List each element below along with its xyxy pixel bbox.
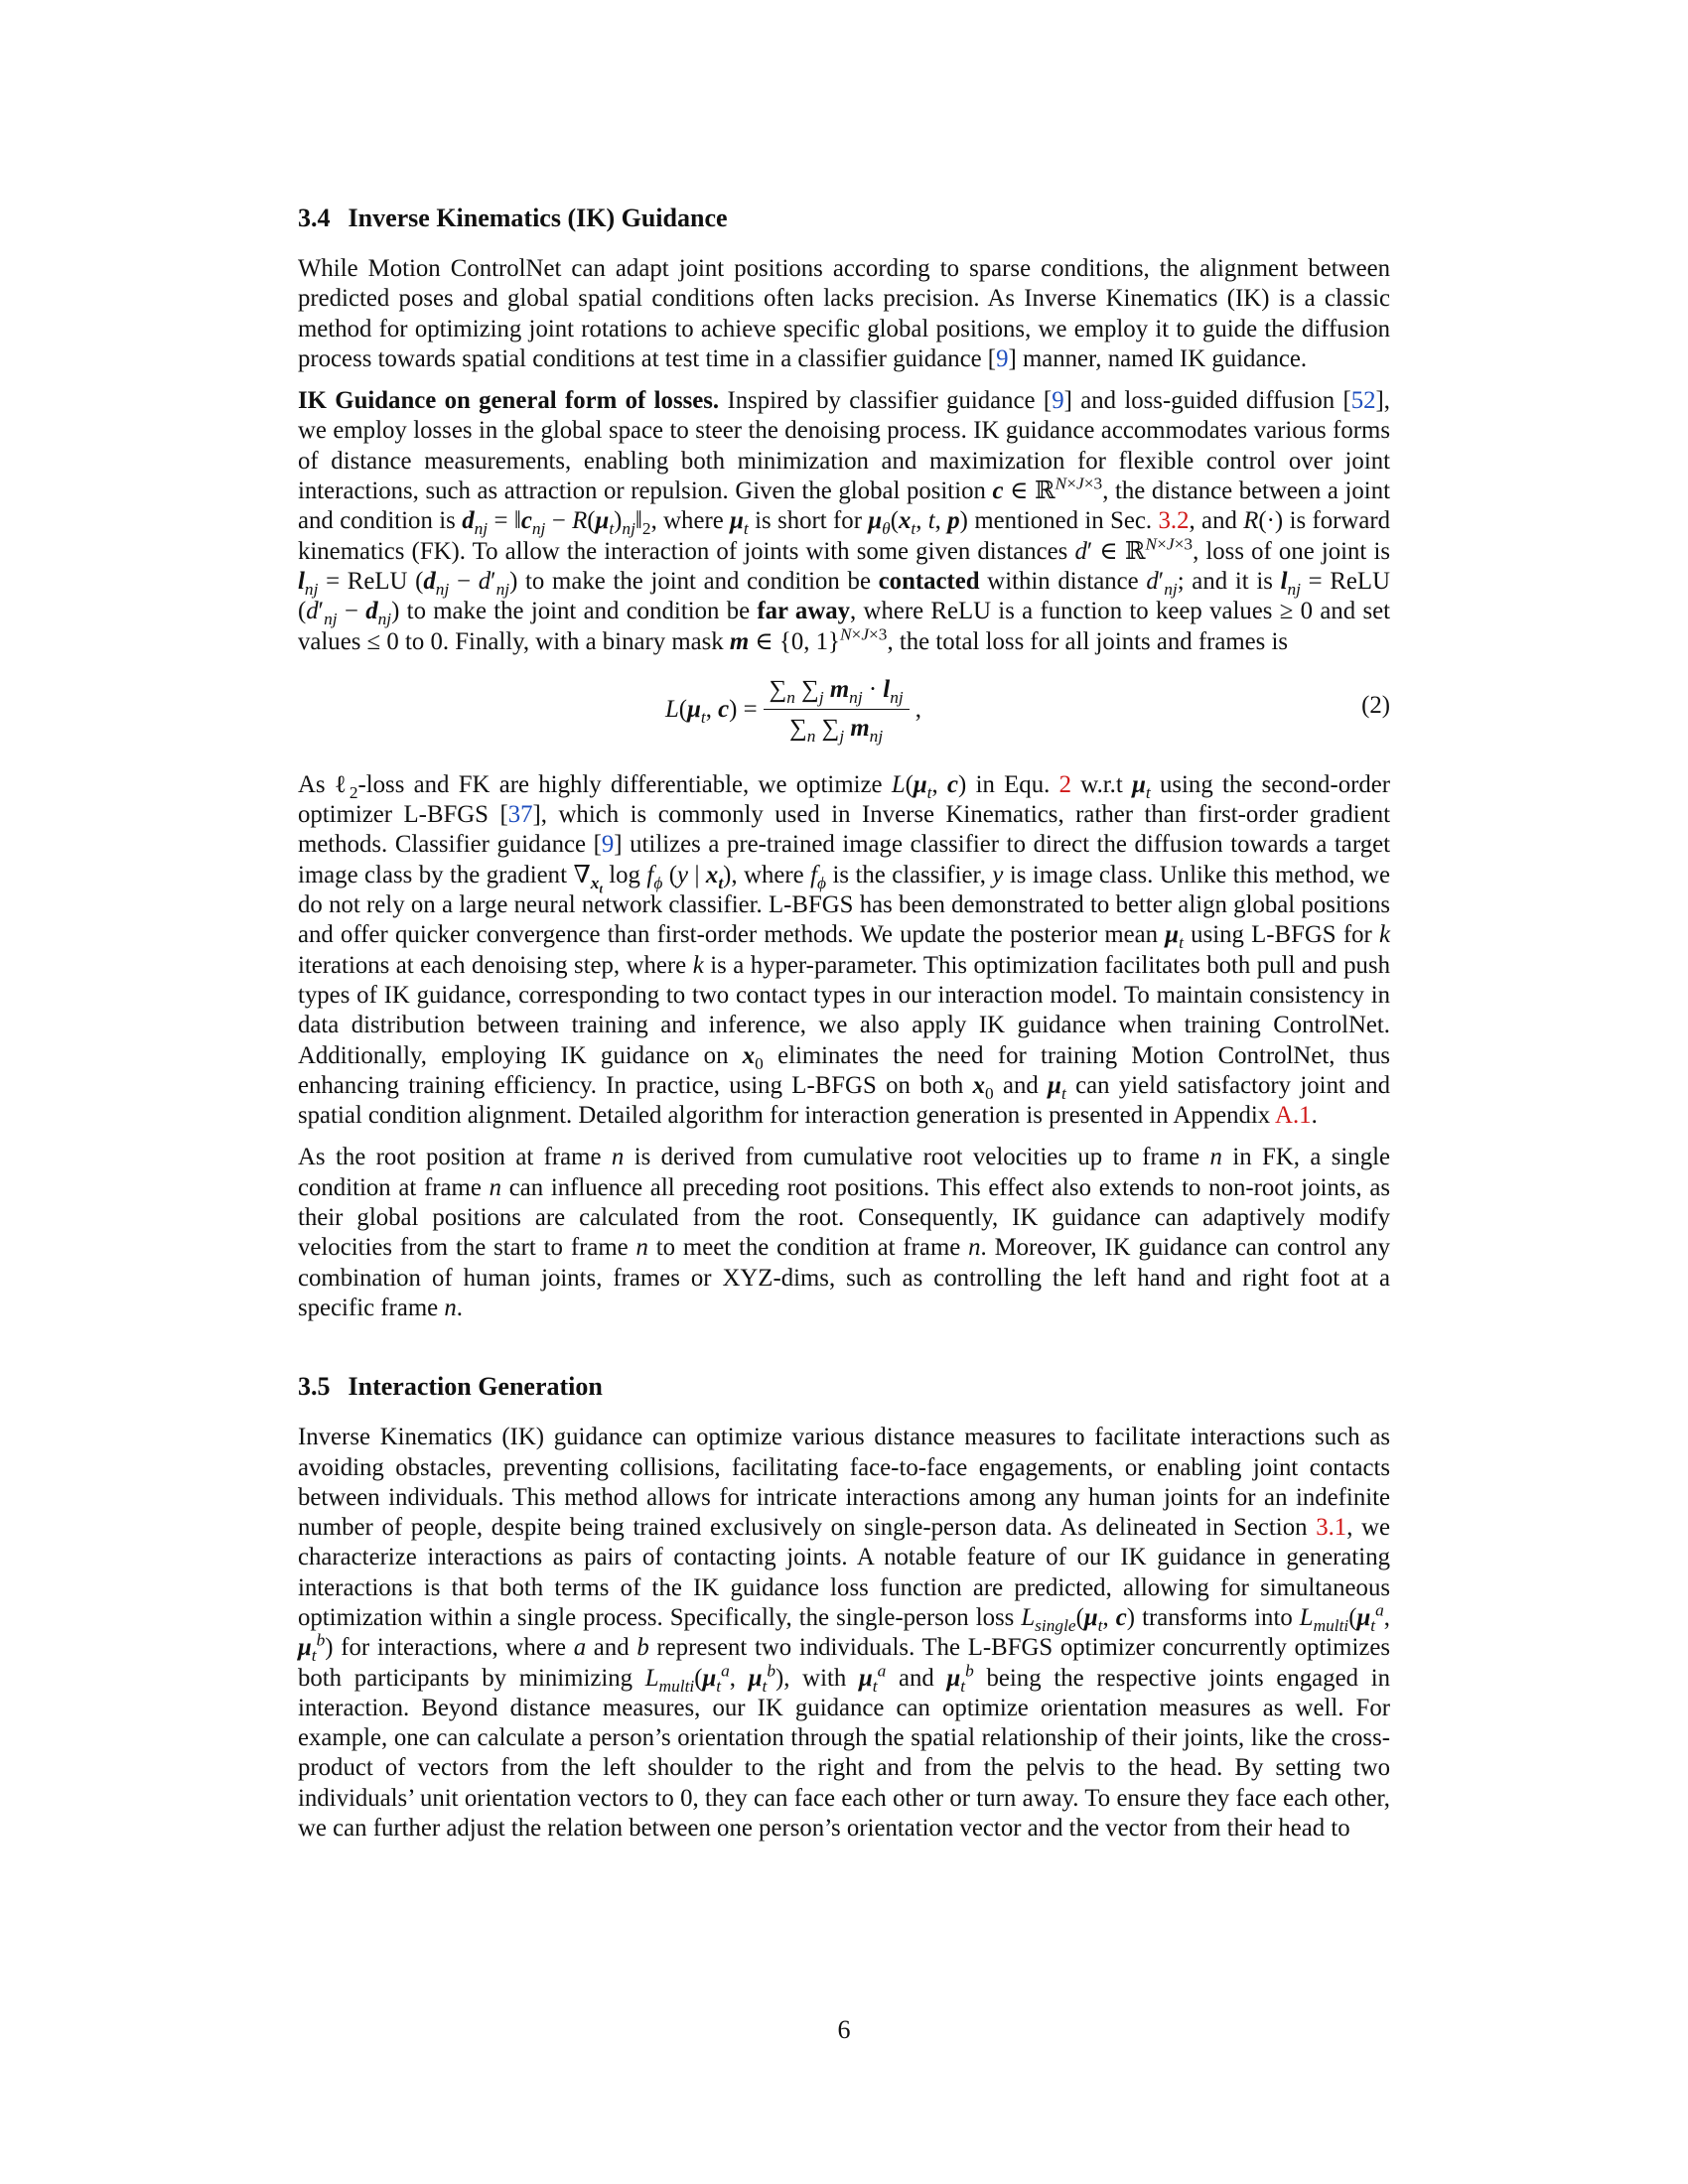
math-inline: n	[611, 1144, 625, 1171]
math-inline: $x_0$	[742, 1041, 764, 1073]
text-run: Inverse Kinematics (IK) guidance can optimize various distance measures to facilitate interactions such as avoiding obstacles, preventing collisions, facilitating face-to-face engagements, or enabling joint contacts between individuals. This method allows for intricate interactions among any human joints for an indefinite number of people, despite being trained exclusively on single-person data. As delineated in Section	[298, 1424, 1390, 1542]
math-inline: $\mu_\theta(x_t$, t, p)	[868, 507, 968, 539]
text-run: , the total loss for all joints and frames is	[887, 627, 1289, 655]
math-inline: $l_{nj}$ = ReLU $(d'_{nj} - d_{nj})$	[298, 567, 1390, 629]
text-run: eliminates the need for training Motion ControlNet, thus enhancing training efficiency. In practice, using L-BFGS on both	[298, 1041, 1391, 1099]
section-link[interactable]: 3.1	[1316, 1514, 1347, 1542]
section-heading-3-4	[298, 203, 1390, 234]
text-run: in FK, a single condition at frame	[298, 1144, 1390, 1201]
math-inline: $d_{nj}$ = $‖c_{nj}$ − $R(\mu_t)_{nj}‖_2$	[462, 507, 651, 539]
equation-body: $L(\mu_t$, c) = $\frac{\sum_n \sum_j m_{nj} \cdot l_{nj}}{\sum_n \sum_j m_{nj}}$ ,	[665, 675, 921, 747]
text-run: . Moreover, IK guidance can control any combination of human joints, frames or XYZ-dims, such as controlling the left hand and right foot at a specific frame	[298, 1234, 1390, 1321]
citation-link[interactable]: 9	[996, 344, 1009, 372]
text-run: and	[886, 1664, 947, 1692]
text-run: ], we employ losses in the global space to steer the denoising process. IK guidance accommodates various forms of distance measurements, enabling both minimization and maximization for flexible control over joint interactions, such as attraction or repulsion. Given the global position	[298, 387, 1391, 505]
math-inline: $\mu_t$	[1048, 1071, 1066, 1103]
equation-link[interactable]: 2	[1058, 770, 1071, 798]
text-run: is short for	[748, 507, 869, 535]
math-inline: $\mu_t^b$	[946, 1661, 974, 1696]
text-run: ; and it is	[1177, 567, 1281, 595]
text-run: ] manner, named IK guidance.	[1008, 344, 1308, 372]
text-run: is a hyper-parameter. This optimization facilitates both pull and push types of IK guidance, corresponding to two contact types in our interaction model. To maintain consistency in data distribution between training and inference, we also apply IK guidance when training ControlNet. Additionally, employing IK guidance on	[298, 951, 1390, 1069]
text-run: .	[1311, 1102, 1318, 1130]
text-run: is the classifier,	[826, 861, 993, 888]
text-run: , where ReLU is a function to keep values ≥ 0 and set values ≤ 0 to 0. Finally, with a binary mask	[298, 598, 1390, 655]
section-number: 3.4	[298, 204, 331, 232]
page-content	[298, 191, 1390, 1855]
math-inline: $\mu_t$	[1132, 770, 1151, 802]
paragraph-lbfgs: As ℓ$_2$-loss and FK are highly differentiable, we optimize $L(\mu_t$, c) in Equ. 2 w.r.t $\mu_t$ using the second-order optimizer L-BFGS [37], which is commonly used in Inverse Kinematics, rather than first-order gradient methods. Classifier guidance [9] utilizes a pre-trained image classifier to direct the diffusion towards a target image class by the gradient $\nabla_{x_t}$ $\log f_\phi$ (y | $x_t$), where $f_\phi$ is the classifier, y is image class. Unlike this method, we do not rely on a large neural network classifier. L-BFGS has been demonstrated to better align global positions and offer quicker convergence than first-order methods. We update the posterior mean $\mu_t$ using L-BFGS for k iterations at each denoising step, where k is a hyper-parameter. This optimization facilitates both pull and push types of IK guidance, corresponding to two contact types in our interaction model. To maintain consistency in data distribution between training and inference, we also apply IK guidance when training ControlNet. Additionally, employing IK guidance on $x_0$ eliminates the need for training Motion ControlNet, thus enhancing training efficiency. In practice, using L-BFGS on both $x_0$ and $\mu_t$ can yield satisfactory joint and spatial condition alignment. Detailed algorithm for interaction generation is presented in Appendix A.1.	[298, 770, 1391, 1130]
math-inline: $\mu_t^a$	[858, 1661, 887, 1696]
text-run: , where	[731, 861, 811, 888]
text-run: being the respective joints engaged in interaction. Beyond distance measures, our IK guidance can optimize orientation measures as well. For example, one can calculate a person’s orientation through the spatial relationship of their joints, like the cross-product of vectors from the left shoulder to the right and from the pelvis to the head. By setting two individuals’ unit orientation vectors to 0, they can face each other or turn away. To ensure they face each other, we can further adjust the relation between one person’s orientation vector and the vector from their head to	[298, 1664, 1390, 1843]
text-run: , and	[1189, 507, 1244, 535]
math-inline: b	[636, 1634, 649, 1662]
paragraph-ik-intro	[298, 254, 1390, 374]
text-run: While Motion ControlNet can adapt joint positions according to sparse conditions, the alignment between predicted poses and global spatial conditions often lacks precision. As Inverse Kinematics (IK) is a classic method for optimizing joint rotations to achieve specific global positions, we employ it to guide the diffusion process towards spatial conditions at test time in a classifier guidance [	[298, 255, 1390, 372]
text-run: ] and loss-guided diffusion [	[1063, 387, 1351, 415]
math-inline: $x_0$	[972, 1071, 994, 1103]
text-run: can yield satisfactory joint and spatial condition alignment. Detailed algorithm for interaction generation is presented in Appendix	[298, 1071, 1390, 1130]
text-run: using L-BFGS for	[1183, 921, 1379, 949]
section-spacer	[298, 1335, 1390, 1359]
math-inline: $l_{nj}$ = ReLU $(d_{nj} - d'_{nj})$	[298, 567, 518, 599]
equation-number: (2)	[1361, 691, 1390, 719]
section-number: 3.5	[298, 1372, 331, 1402]
text-run: , where	[650, 507, 731, 535]
paragraph-root-position	[298, 1143, 1390, 1323]
text-run: represent two individuals. The L-BFGS optimizer concurrently optimizes both participants by minimizing	[298, 1634, 1391, 1692]
text-run: within distance	[979, 567, 1147, 595]
math-inline: n	[489, 1173, 501, 1201]
text-run: w.r.t	[1071, 770, 1133, 798]
math-inline: k	[692, 951, 704, 979]
text-run: is derived from cumulative root velocities up to frame	[624, 1144, 1210, 1171]
text-run: in Equ.	[966, 770, 1059, 798]
math-inline: $\nabla_{x_t}$ $\log f_\phi$ (y | $x_t$)	[573, 861, 732, 896]
text-run: is forward kinematics (FK). To allow the interaction of joints with some given distances	[298, 507, 1390, 565]
math-inline: $\mu_t$	[730, 507, 749, 539]
math-inline: a	[573, 1634, 587, 1662]
text-run: , the distance between a joint and condition is	[298, 478, 1390, 535]
math-inline: k	[1378, 921, 1390, 949]
text-run: , with	[783, 1664, 859, 1692]
text-run: transforms into	[1135, 1603, 1300, 1631]
text-run: can influence all preceding root positions. This effect also extends to non-root joints, as their global positions are calculated from the root. Consequently, IK guidance can adaptively modify velocities from the start to frame	[298, 1173, 1390, 1262]
math-inline: $L_{multi}(\mu_t^a$, $\mu_t^b$)	[298, 1600, 1390, 1666]
text-run: ] utilizes a pre-trained image classifier to direct the diffusion towards a target image class by the gradient	[298, 831, 1390, 888]
citation-link[interactable]: 9	[601, 831, 615, 859]
paragraph-ik-losses	[298, 386, 1390, 657]
math-inline: n	[444, 1294, 457, 1321]
paragraph-heading: IK Guidance on general form of losses.	[298, 387, 720, 415]
math-inline: m ∈ {0, 1}$^{N\times J\times 3}$	[729, 624, 888, 655]
math-inline: y	[992, 861, 1004, 888]
text-run: ], which is commonly used in Inverse Kinematics, rather than first-order gradient methods. Classifier guidance [	[298, 801, 1390, 859]
math-inline: $\mu_t$	[1165, 921, 1184, 953]
section-title: Interaction Generation	[348, 1372, 603, 1402]
text-run: to make the joint and condition be	[517, 567, 879, 595]
emphasis-far-away: far away	[757, 598, 851, 625]
paragraph-interaction	[298, 1423, 1390, 1843]
section-title: Inverse Kinematics (IK) Guidance	[348, 204, 728, 232]
emphasis-contacted: contacted	[878, 567, 980, 595]
text-run: Inspired by classifier guidance [	[719, 387, 1053, 415]
text-run: mentioned in Sec.	[967, 507, 1159, 535]
citation-link[interactable]: 37	[507, 801, 533, 829]
page-number: 6	[837, 2015, 851, 2044]
text-run: is image class. Unlike this method, we do not rely on a large neural network classifier. L-BFGS has been demonstrated to better align global positions and offer quicker convergence than first-order methods. We update the posterior mean	[298, 861, 1390, 949]
math-inline: c ∈ ℝ$^{N\times J\times 3}$	[992, 474, 1103, 505]
math-inline: n	[968, 1234, 981, 1262]
text-run: As the root position at frame	[298, 1144, 612, 1171]
text-run: , we characterize interactions as pairs of contacting joints. A notable feature of our IK guidance in generating interactions is that both terms of the IK guidance loss function are predicted, allowing for simultaneous optimization within a single process. Specifically, the single-person loss	[298, 1514, 1390, 1631]
math-inline: d′ ∈ ℝ$^{N\times J\times 3}$	[1074, 534, 1194, 565]
text-run: to meet the condition at frame	[647, 1234, 969, 1262]
text-run: , loss of one joint is	[1193, 537, 1390, 565]
math-inline: $L(\mu_t$, c)	[891, 770, 967, 802]
text-run: iterations at each denoising step, where	[298, 951, 693, 979]
text-run: using the second-order optimizer L-BFGS [	[298, 770, 1391, 829]
citation-link[interactable]: 9	[1052, 387, 1064, 415]
equation-fraction: $\frac{\sum_n \sum_j m_{nj} \cdot l_{nj}}{\sum_n \sum_j m_{nj}}$	[764, 675, 910, 745]
math-inline: $d'_{nj}$	[1146, 567, 1178, 599]
math-inline: $L_{single}(\mu_t$, c)	[1021, 1603, 1136, 1635]
equation-2	[298, 669, 1390, 760]
text-run: and	[993, 1071, 1049, 1099]
math-inline: n	[1209, 1144, 1222, 1171]
section-link[interactable]: 3.2	[1158, 507, 1190, 535]
math-inline: $f_\phi$	[810, 861, 826, 892]
math-inline: $L_{multi}(\mu_t^a$, $\mu_t^b$)	[644, 1661, 784, 1696]
text-run: for interactions, where	[333, 1634, 574, 1662]
math-inline: R(·)	[1243, 507, 1284, 535]
text-run: to make the joint and condition be	[399, 598, 758, 625]
text-run: and	[586, 1634, 637, 1662]
text-run: .	[456, 1294, 463, 1321]
math-inline: n	[635, 1234, 648, 1262]
text-run: -loss and FK are highly differentiable, we optimize	[357, 770, 892, 798]
citation-link[interactable]: 52	[1350, 387, 1376, 415]
appendix-link[interactable]: A.1	[1275, 1102, 1312, 1130]
text-run: As ℓ	[298, 770, 350, 798]
section-heading-3-5	[298, 1371, 1390, 1403]
